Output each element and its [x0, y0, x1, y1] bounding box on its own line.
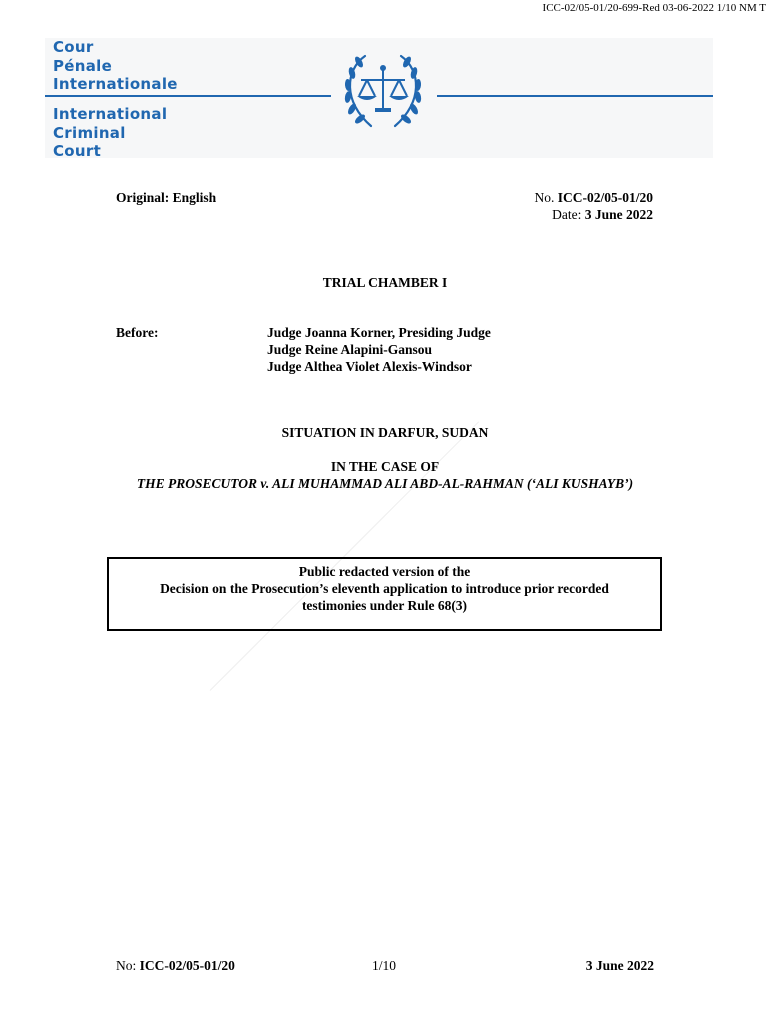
logo-rule-left: [45, 95, 331, 97]
situation-heading: SITUATION IN DARFUR, SUDAN: [281, 425, 489, 440]
logo-french-line: Cour: [53, 38, 94, 56]
logo-english-line: Criminal: [53, 123, 126, 142]
case-number-line: [535, 189, 654, 206]
court-logo-banner: [45, 38, 713, 158]
case-number-prefix: No.: [534, 190, 558, 205]
decision-date: 3 June 2022: [584, 207, 653, 222]
logo-rule-right: [437, 95, 713, 97]
logo-french-line: Internationale: [53, 75, 178, 93]
footer-date: 3 June 2022: [585, 958, 654, 973]
judge-name: Judge Joanna Korner, Presiding Judge: [267, 325, 491, 340]
case-title: THE PROSECUTOR v. ALI MUHAMMAD ALI ABD-AL-RAHMAN (‘ALI KUSHAYB’): [136, 476, 634, 491]
scales-of-justice-laurel-icon: [335, 46, 431, 138]
original-language: Original: English: [116, 190, 217, 205]
chamber-heading: TRIAL CHAMBER I: [322, 275, 448, 290]
case-number: ICC-02/05-01/20: [557, 190, 653, 205]
case-of-heading: IN THE CASE OF: [330, 459, 440, 474]
document-title-line: Public redacted version of the: [298, 564, 471, 579]
page-number: 1/10: [372, 958, 397, 973]
document-title-line: Decision on the Prosecution’s eleventh application to introduce prior recorded: [160, 581, 609, 596]
footer-case-number: [116, 957, 235, 974]
logo-english-line: Court: [53, 142, 102, 160]
logo-french-line: Pénale: [53, 56, 113, 75]
document-title-line: testimonies under Rule 68(3): [301, 598, 468, 613]
logo-english-line: International: [53, 105, 168, 123]
date-line: [535, 206, 654, 223]
logo-english-name: [53, 105, 167, 161]
footer-no-prefix: No:: [116, 958, 140, 973]
judge-name: Judge Reine Alapini-Gansou: [267, 342, 433, 357]
document-reference-stamp: ICC-02/05-01/20-699-Red 03-06-2022 1/10 NM T: [542, 2, 766, 14]
document-title-box: [107, 557, 662, 631]
footer-case-id: ICC-02/05-01/20: [139, 958, 235, 973]
date-prefix: Date:: [552, 207, 585, 222]
before-label: Before:: [116, 325, 159, 340]
logo-french-name: [53, 38, 178, 94]
judges-list: [267, 324, 491, 375]
case-meta: [535, 189, 654, 223]
judge-name: Judge Althea Violet Alexis-Windsor: [267, 359, 472, 374]
